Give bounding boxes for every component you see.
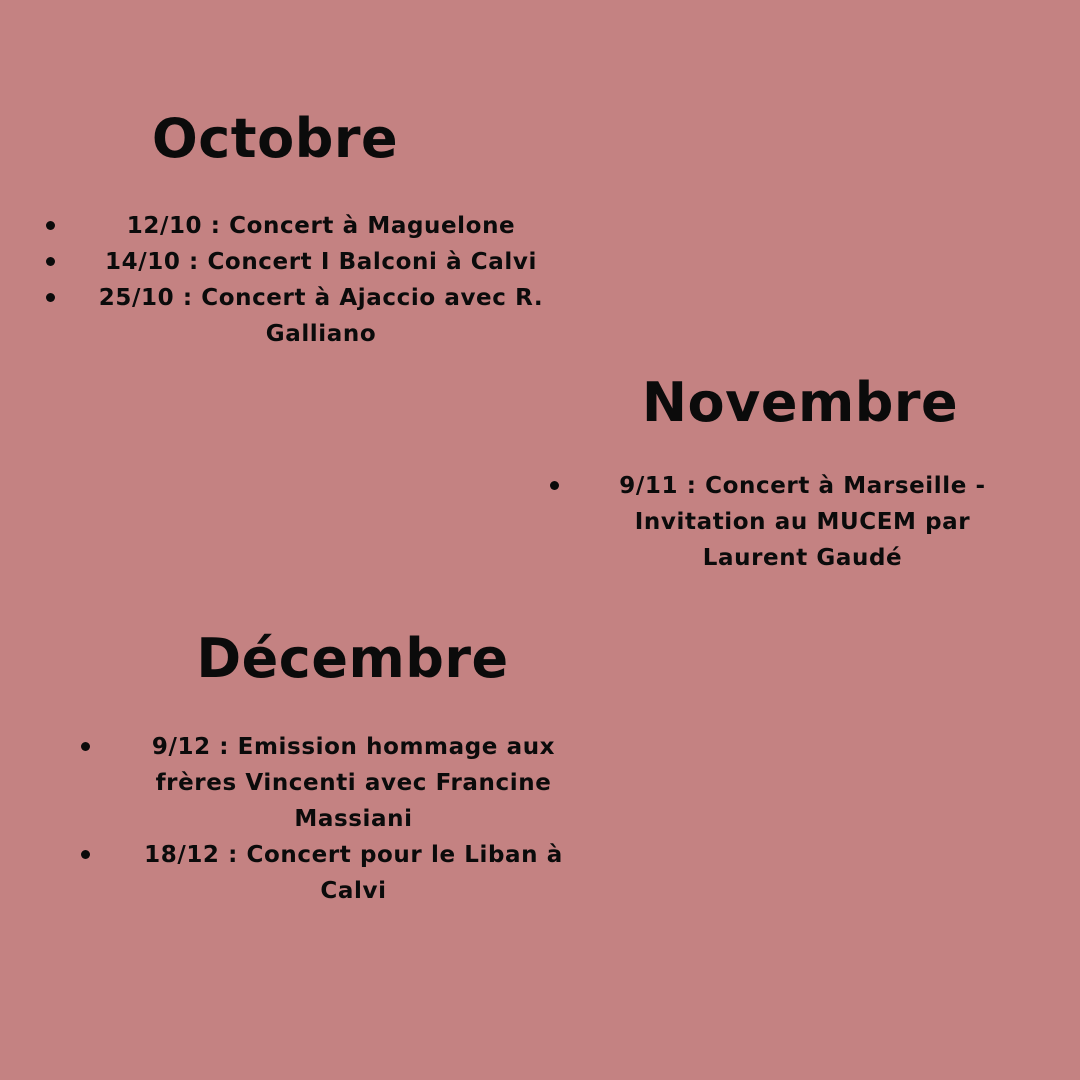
bullet-icon: [46, 257, 55, 266]
month-title-novembre: Novembre: [641, 371, 959, 434]
event-item: [40, 280, 570, 352]
event-text: 9/11 : Concert à Marseille - Invitation au MUCEM par Laurent Gaudé: [619, 473, 986, 571]
event-list-decembre: [76, 729, 576, 909]
event-item: [40, 208, 570, 244]
event-text: 18/12 : Concert pour le Liban à Calvi: [144, 842, 563, 904]
bullet-icon: [81, 850, 90, 859]
event-item: [76, 729, 576, 837]
event-item: [545, 468, 1015, 576]
bullet-icon: [46, 293, 55, 302]
event-item: [40, 244, 570, 280]
bullet-icon: [81, 742, 90, 751]
event-list-octobre: [40, 208, 570, 352]
bullet-icon: [550, 481, 559, 490]
bullet-icon: [46, 221, 55, 230]
event-text: 14/10 : Concert I Balconi à Calvi: [105, 249, 537, 275]
event-text: 12/10 : Concert à Maguelone: [126, 213, 516, 239]
month-title-decembre: Décembre: [196, 627, 509, 690]
event-list-novembre: [545, 468, 1015, 576]
event-text: 9/12 : Emission hommage aux frères Vincenti avec Francine Massiani: [151, 734, 556, 832]
event-text: 25/10 : Concert à Ajaccio avec R. Galliano: [98, 285, 544, 347]
month-title-octobre: Octobre: [151, 107, 399, 170]
event-item: [76, 837, 576, 909]
